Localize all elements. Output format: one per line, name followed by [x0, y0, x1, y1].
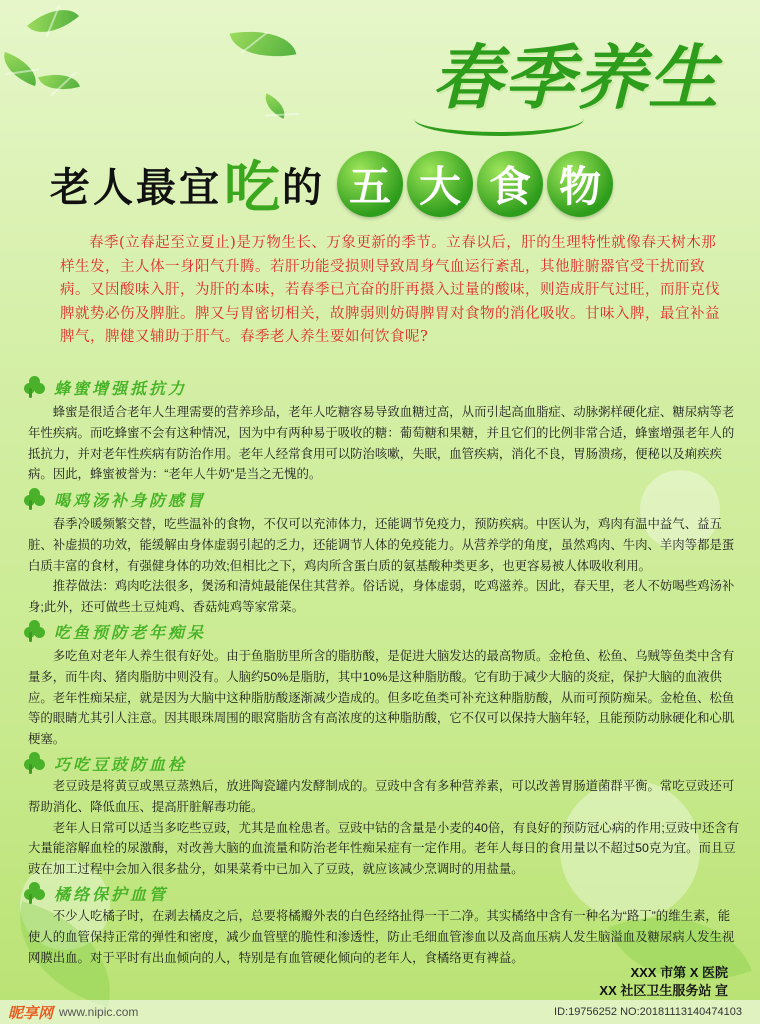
title-circles	[337, 151, 617, 217]
section-body	[28, 646, 740, 750]
leaf-icon	[38, 67, 80, 96]
leaf-icon	[0, 52, 43, 86]
title-circle: 食	[477, 151, 543, 217]
section-title: 橘络保护血管	[54, 884, 169, 904]
clover-icon	[24, 376, 46, 398]
title-circle: 五	[337, 151, 403, 217]
leaf-icon	[27, 0, 79, 46]
clover-icon	[24, 882, 46, 904]
body-paragraph: 推荐做法：鸡肉吃法很多，煲汤和清炖最能保住其营养。俗话说，身体虚弱，吃鸡滋养。因此，春天里，老人不妨喝些鸡汤补身;此外，还可做些土豆炖鸡、香菇炖鸡等家常菜。	[28, 579, 735, 615]
leaf-icon	[230, 23, 297, 65]
intro-paragraph: 春季(立春起至立夏止)是万物生长、万象更新的季节。立春以后，肝的生理特性就像春天树木那样生发，主人体一身阳气升腾。若肝功能受损则导致周身气血运行紊乱，其他脏腑器官受干扰而致病。又因酸味入肝，为肝的本味，若春季已亢奋的肝再摄入过量的酸味，则造成肝气过旺，而肝克伐脾就势必伤及脾脏。脾又与胃密切相关，故脾弱则妨碍脾胃对食物的消化吸收。甘味入脾，最宜补益脾气，脾健又辅助于肝气。春季老人养生要如何饮食呢?	[60, 235, 720, 346]
watermark-id: ID:19756252 NO:20181113140474103	[554, 1006, 742, 1018]
watermark-bar	[0, 1000, 760, 1024]
section-heading	[24, 374, 187, 400]
body-paragraph: 不少人吃橘子时，在剥去橘皮之后，总要将橘瓣外表的白色经络扯得一干二净。其实橘络中含有一种名为“路丁”的维生素，能使人的血管保持正常的弹性和密度，减少血管壁的脆性和渗透性，防止毛细血管渗血以及高血压病人发生脑溢血及糖尿病人发生视网膜出血。对于平时有出血倾向的人，特别是有血管硬化倾向的老年人，食橘络更有裨益。	[28, 909, 735, 965]
section-heading	[24, 618, 206, 644]
brand-swirl	[414, 102, 584, 136]
issuer-line: XXX 市第 X 医院	[630, 965, 728, 980]
watermark-logo: 昵享网	[8, 1003, 54, 1022]
section-title: 巧吃豆豉防血栓	[54, 754, 188, 774]
section-heading	[24, 486, 206, 512]
watermark-url: www.nipic.com	[59, 1005, 139, 1019]
section-body	[28, 402, 740, 485]
title-part1: 老人最宜	[50, 164, 222, 211]
page-title	[50, 146, 617, 222]
body-paragraph: 春季冷暖频繁交替，吃些温补的食物，不仅可以充沛体力，还能调节免疫力，预防疾病。中医认为，鸡肉有温中益气、益五脏、补虚损的功效，能缓解由身体虚弱引起的乏力，还能调节人体的免疫能力。从营养学的角度，虽然鸡肉、牛肉、羊肉等都是蛋白质丰富的食材，有强健身体的功效;但相比之下，鸡肉所含蛋白质的氨基酸种类更多，也更容易被人体吸收利用。	[28, 517, 735, 573]
section-heading	[24, 880, 168, 906]
section-heading	[24, 750, 187, 776]
section-title: 吃鱼预防老年痴呆	[54, 622, 207, 642]
body-paragraph: 老年人日常可以适当多吃些豆豉，尤其是血栓患者。豆豉中钴的含量是小麦的40倍，有良好的预防冠心病的作用;豆豉中还含有大量能溶解血栓的尿激酶，对改善大脑的血流量和防治老年性痴呆症有一定作用。老年人每日的食用量以不超过50克为宜。而且豆豉在加工过程中会加入很多盐分，如果菜肴中已加入了豆豉，就应该减少烹调时的用盐量。	[28, 820, 740, 877]
brand-wordmark: 春季养生	[432, 36, 720, 119]
body-paragraph: 蜂蜜是很适合老年人生理需要的营养珍品，老年人吃糖容易导致血糖过高，从而引起高血脂症、动脉粥样硬化症、糖尿病等老年性疾病。而吃蜂蜜不会有这种情况，因为中有两种易于吸收的糖：葡萄糖和果糖，并且它们的比例非常合适，蜂蜜增强老年人的抵抗力，并对老年性疾病有防治作用。老年人经常食用可以防治咳嗽，失眠，血管疾病，消化不良，胃肠溃疡，便秘以及痢疾疾病。因此，蜂蜜被誉为：“老年人牛奶”是当之无愧的。	[28, 405, 735, 482]
leaf-icon	[260, 93, 290, 118]
section-title: 喝鸡汤补身防感冒	[54, 490, 207, 510]
body-paragraph: 老豆豉是将黄豆或黑豆蒸熟后，放进陶瓷罐内发酵制成的。豆豉中含有多种营养素，可以改善胃肠道菌群平衡。常吃豆豉还可帮助消化、降低血压、提高肝脏解毒功能。	[28, 779, 735, 814]
clover-icon	[24, 620, 46, 642]
section-title: 蜂蜜增强抵抗力	[54, 378, 188, 398]
body-paragraph: 多吃鱼对老年人养生很有好处。由于鱼脂肪里所含的脂肪酸，是促进大脑发达的最高物质。金枪鱼、松鱼、乌贼等鱼类中含有量多，而牛肉、猪肉脂肪中则没有。人脑约50%是脂肪，其中10%是这种脂肪酸。它有助于减少大脑的炎症，保护大脑的血液供应。老年性痴呆症，就是因为大脑中这种脂肪酸逐渐减少造成的。但多吃鱼类可补充这种脂肪酸，从而可预防痴呆。金枪鱼、松鱼等的眼睛尤其引人注意。因其眼珠周围的眼窝脂肪含有高浓度的这种脂肪酸，它不仅可以保持大脑年轻，且能预防动脉硬化和心肌梗塞。	[28, 649, 735, 747]
title-eat: 吃	[224, 156, 280, 221]
section-body	[28, 906, 740, 968]
issuer-line: XX 社区卫生服务站 宣	[599, 983, 728, 998]
section-body	[28, 776, 740, 880]
clover-icon	[24, 752, 46, 774]
title-part2: 的	[282, 164, 325, 211]
title-circle: 物	[547, 151, 613, 217]
section-body	[28, 514, 740, 618]
clover-icon	[24, 488, 46, 510]
title-circle: 大	[407, 151, 473, 217]
issuer-credits	[599, 964, 728, 1000]
